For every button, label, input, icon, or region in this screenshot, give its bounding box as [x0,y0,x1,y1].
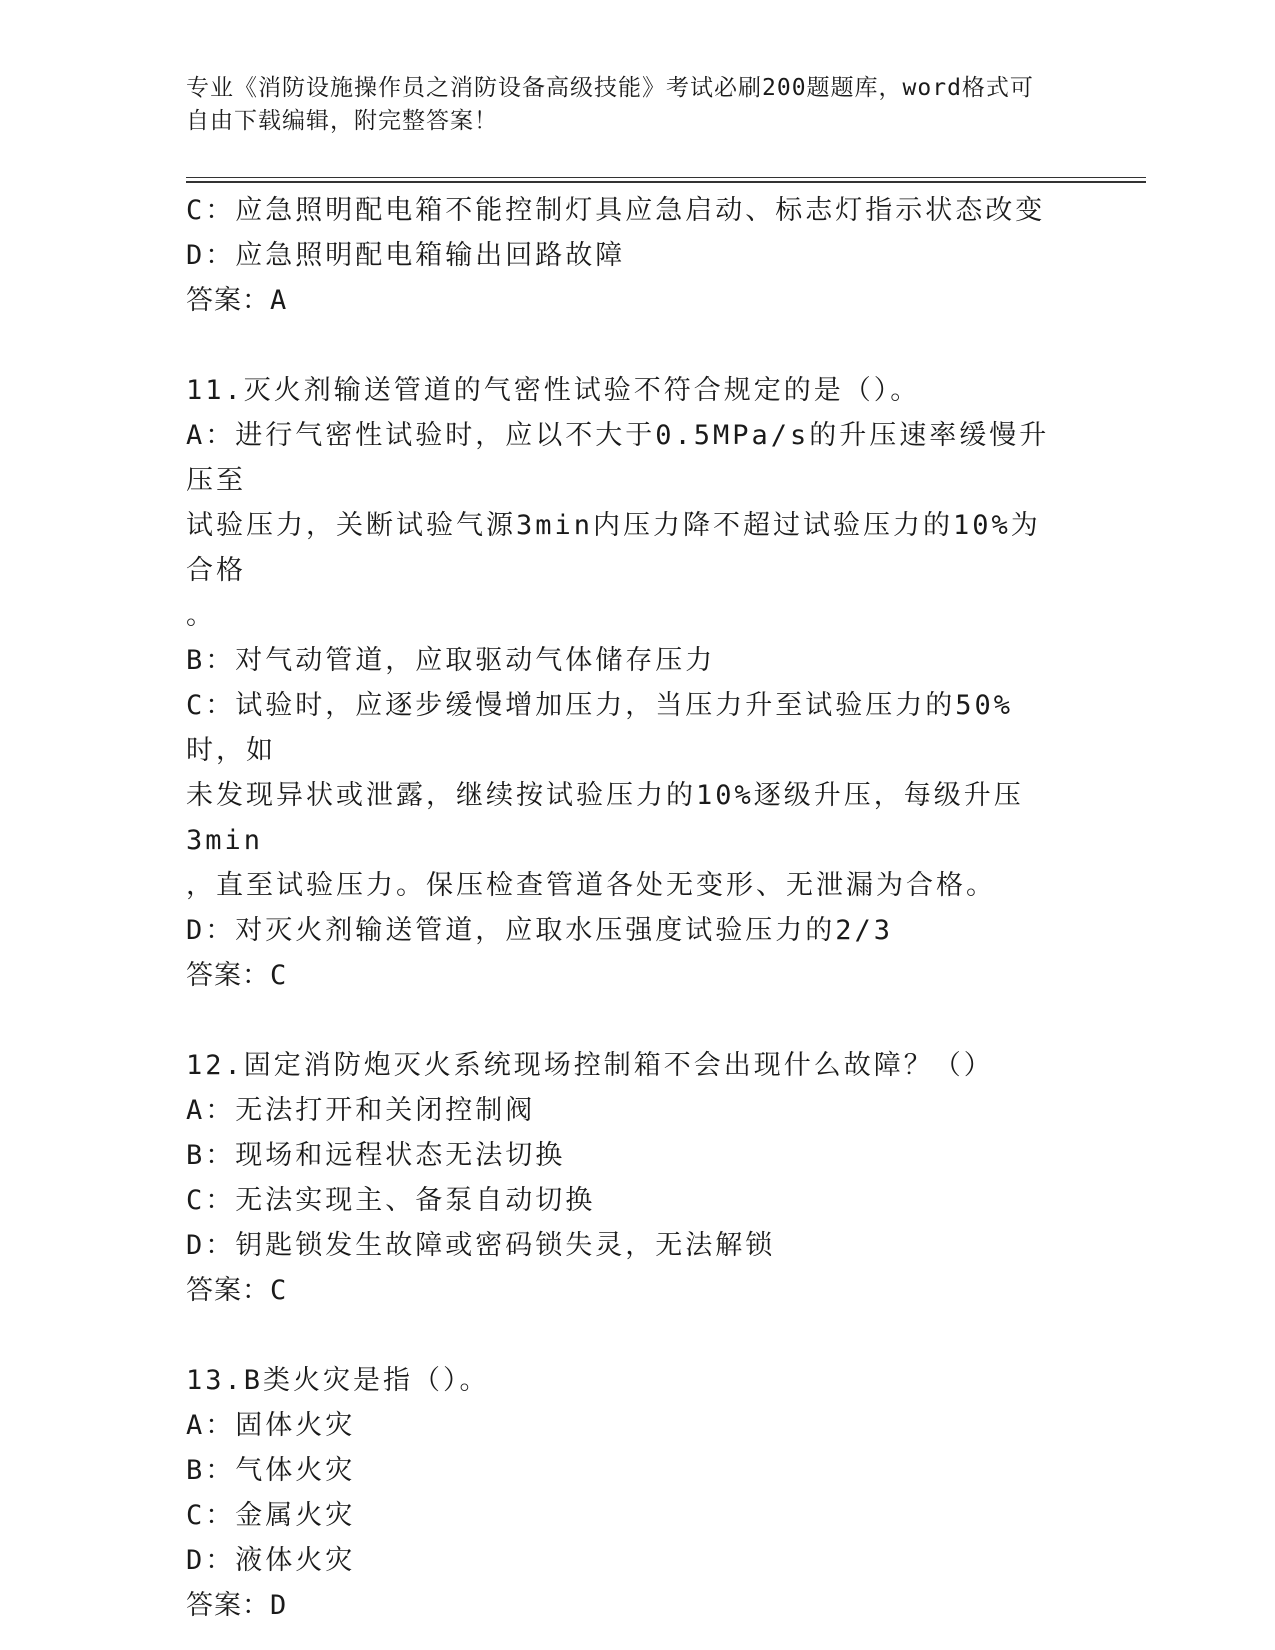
q13-answer: 答案：D [186,1590,288,1621]
q11-option-a-line-2: 试验压力，关断试验气源3min内压力降不超过试验压力的10%为合格 [186,510,1041,586]
q12-option-b: B：现场和远程状态无法切换 [186,1140,566,1171]
spacer [186,998,1066,1043]
q12-option-c: C：无法实现主、备泵自动切换 [186,1185,596,1216]
q12-option-a: A：无法打开和关闭控制阀 [186,1095,536,1126]
q11-option-b: B：对气动管道，应取驱动气体储存压力 [186,645,716,676]
q12-option-d: D：钥匙锁发生故障或密码锁失灵，无法解锁 [186,1230,776,1261]
q11-option-a-line-3: 。 [186,600,216,631]
spacer [186,1313,1066,1358]
header-divider [186,177,1146,183]
q10-option-c: C：应急照明配电箱不能控制灯具应急启动、标志灯指示状态改变 [186,195,1046,226]
q13-option-b: B：气体火灾 [186,1455,356,1486]
q13-option-a: A：固体火灾 [186,1410,356,1441]
header-line-1: 专业《消防设施操作员之消防设备高级技能》考试必刷200题题库，word格式可 [186,75,1034,101]
spacer [186,323,1066,368]
q10-option-d: D：应急照明配电箱输出回路故障 [186,240,626,271]
q11-option-c-line-1: C：试验时，应逐步缓慢增加压力，当压力升至试验压力的50%时，如 [186,690,1014,766]
q13-option-d: D：液体火灾 [186,1545,356,1576]
q13-question: 13.B类火灾是指（）。 [186,1365,490,1396]
question-content [186,188,1066,1628]
q11-option-a-line-1: A：进行气密性试验时，应以不大于0.5MPa/s的升压速率缓慢升压至 [186,420,1050,496]
q12-answer: 答案：C [186,1275,288,1306]
header-line-2: 自由下载编辑，附完整答案！ [186,108,498,134]
q11-option-c-line-2: 未发现异状或泄露，继续按试验压力的10%逐级升压，每级升压3min [186,780,1024,856]
q11-option-d: D：对灭火剂输送管道，应取水压强度试验压力的2/3 [186,915,894,946]
document-header [186,72,1066,138]
q11-option-c-line-3: ，直至试验压力。保压检查管道各处无变形、无泄漏为合格。 [186,870,996,901]
q12-question: 12.固定消防炮灭火系统现场控制箱不会出现什么故障？（） [186,1050,994,1081]
q11-answer: 答案：C [186,960,288,991]
q11-question: 11.灭火剂输送管道的气密性试验不符合规定的是（）。 [186,375,921,406]
q10-answer: 答案：A [186,285,288,316]
q13-option-c: C：金属火灾 [186,1500,356,1531]
